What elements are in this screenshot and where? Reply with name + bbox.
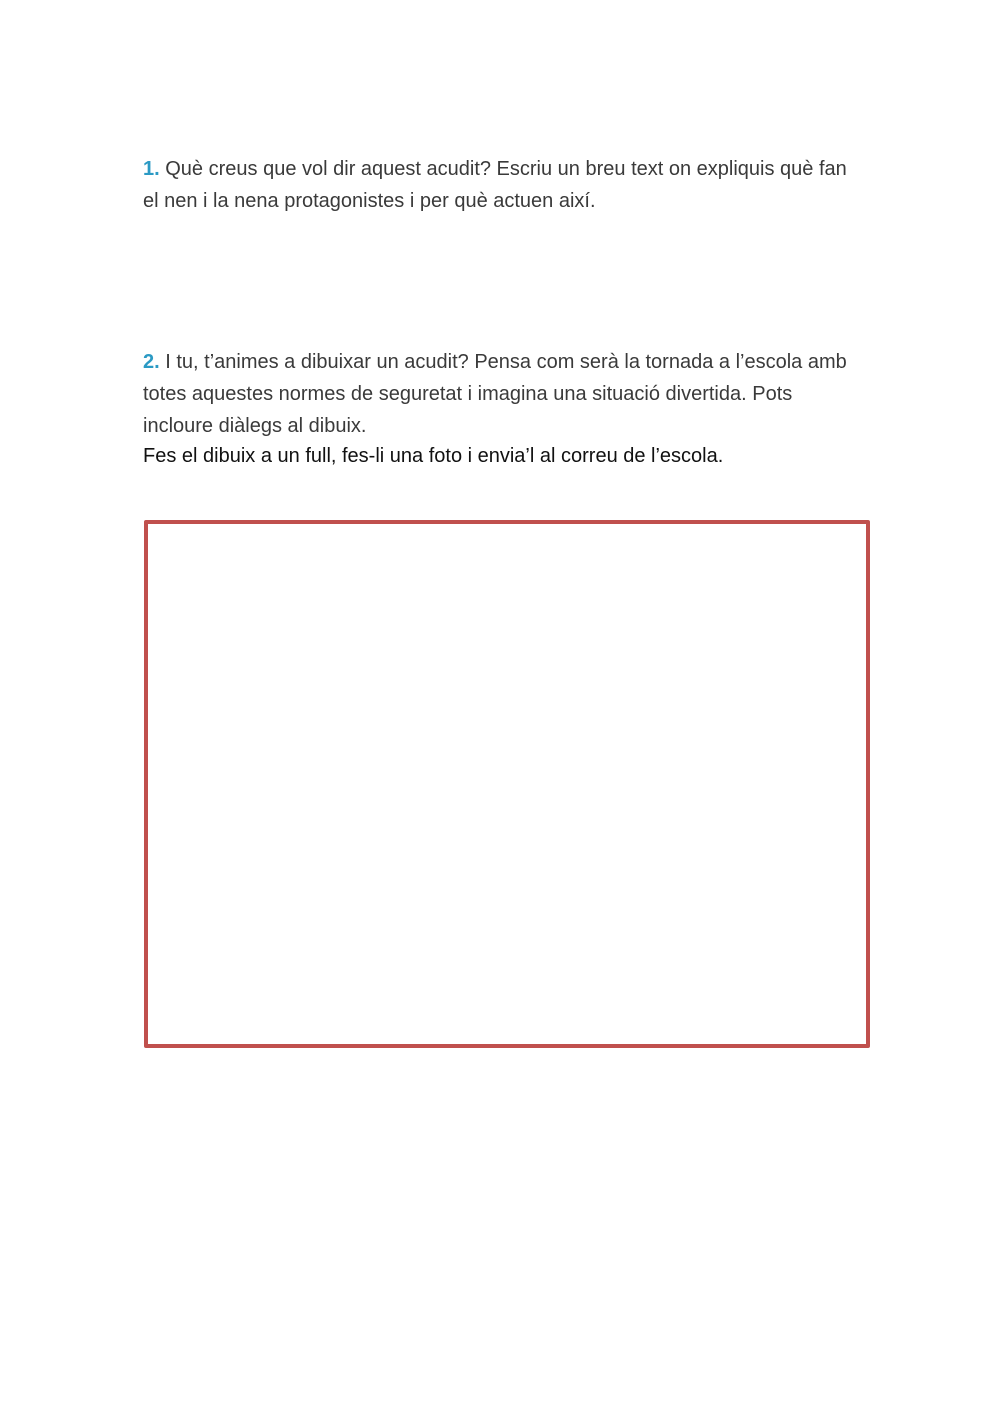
question-text: I tu, t’animes a dibuixar un acudit? Pensa com serà la tornada a l’escola amb totes aquestes normes de seguretat i imagina una situació divertida. Pots incloure diàlegs al dibuix. <box>143 351 847 437</box>
question-number: 2. <box>143 351 160 373</box>
question-number: 1. <box>143 158 160 180</box>
drawing-area-box <box>144 520 870 1048</box>
question-1 <box>143 153 863 217</box>
question-text: Què creus que vol dir aquest acudit? Escriu un breu text on expliquis què fan el nen i la nena protagonistes i per què actuen així. <box>143 158 847 212</box>
instruction-text: Fes el dibuix a un full, fes-li una foto i envia’l al correu de l’escola. <box>143 445 724 467</box>
question-2 <box>143 346 863 442</box>
